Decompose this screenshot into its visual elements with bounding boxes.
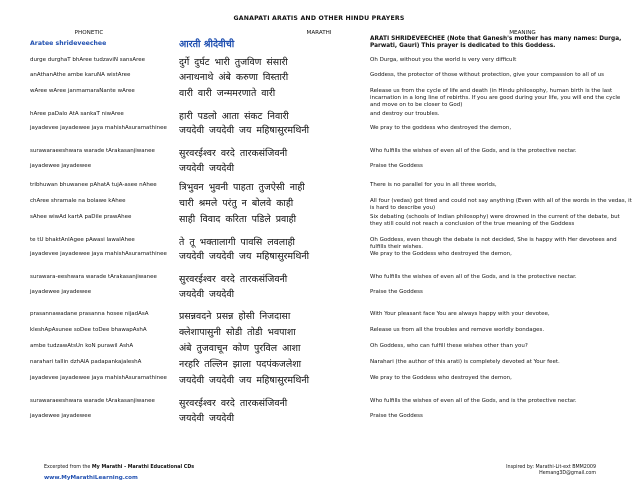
verse-marathi: ते तू भक्तालागी पावसि लवलाही — [179, 237, 295, 248]
verse-phonetic: narahari tallin dzhAlA padapankajaleshA — [30, 359, 142, 365]
verse-marathi: साही विवाद करिता पडिले प्रवाही — [179, 214, 297, 225]
verse-marathi: चारी श्रमले परंतु न बोलवे काही — [179, 198, 294, 209]
footer-excerpt — [44, 465, 194, 470]
verse-meaning: We pray to the Goddess who destroyed the demon, — [370, 375, 512, 381]
verse-marathi: हारी पडलो आता संकट निवारी — [179, 111, 289, 122]
verse-marathi: जयदेवी जयदेवी जय महिषासुरमथिनी — [179, 125, 310, 136]
verse-phonetic: prasannawadane prasanna hosee nijadAsA — [30, 311, 149, 317]
verse-meaning: Praise the Goddess — [370, 163, 423, 169]
verse-meaning: and destroy our troubles. — [370, 111, 440, 117]
verse-meaning: There is no parallel for you in all three worlds, — [370, 182, 497, 188]
verse-marathi: सुरवरईश्वर वरदे तारकसंजिवनी — [179, 148, 288, 159]
verse-marathi: वारी वारी जन्ममरणाते वारी — [179, 88, 276, 99]
verse-marathi: सुरवरईश्वर वरदे तारकसंजिवनी — [179, 398, 288, 409]
verse-marathi: जयदेवी जयदेवी — [179, 289, 235, 300]
footer-inspired-by: Inspired by: Marathi-Lit-ext BMM2009 — [506, 465, 596, 470]
verse-meaning: We pray to the Goddess who destroyed the demon, — [370, 251, 512, 257]
verse-marathi: त्रिभुवन भुवनी पाहता तुजऐसी नाही — [179, 182, 305, 193]
document-title: GANAPATI ARATIS AND OTHER HINDU PRAYERS — [233, 15, 405, 22]
verse-marathi: जयदेवी जयदेवी जय महिषासुरमथिनी — [179, 375, 310, 386]
verse-phonetic: jayadevee jayadewee jaya mahishAsuramathinee — [30, 375, 167, 381]
verse-phonetic: hAree paDalo AtA sankaT niwAree — [30, 111, 124, 117]
verse-meaning: All four (vedas) got tired and could not say anything (Even with all of the words in the vedas, it is hard to describe you) — [370, 198, 632, 211]
verse-meaning: Release us from the cycle of life and death (in Hindu philosophy, human birth is the last incarnation in a long line of rebirths. If you are good during your life, you will end the cycle and move on to be closer to God) — [370, 88, 621, 108]
verse-phonetic: surawaraeeshwara warade tArakasanjiwanee — [30, 398, 155, 404]
verse-phonetic: tribhuwan bhuwanee pAhatA tujA-asee nAhee — [30, 182, 157, 188]
verse-marathi: जयदेवी जयदेवी — [179, 413, 235, 424]
verse-meaning: Who fulfills the wishes of even all of the Gods, and is the protective nectar. — [370, 398, 577, 404]
verse-meaning: We pray to the goddess who destroyed the demon, — [370, 125, 512, 131]
verse-meaning: Oh Goddess, even though the debate is not decided, She is happy with Her devotees and fulfills their wishes. — [370, 237, 617, 250]
verse-meaning: Oh Durga, without you the world is very very difficult — [370, 57, 517, 63]
verse-phonetic: chAree shramale na bolawe kAhee — [30, 198, 126, 204]
verse-phonetic: jayadewee jayadewee — [30, 163, 92, 169]
header-phonetic: PHONETIC — [74, 30, 104, 36]
verse-marathi: जयदेवी जयदेवी जय महिषासुरमथिनी — [179, 251, 310, 262]
footer-website[interactable]: www.MyMarathiLearning.com — [44, 475, 138, 481]
verse-meaning: Goddess, the protector of those without protection, give your compassion to all of us — [370, 72, 604, 78]
verse-phonetic: kleshApAsunee soDee toDee bhawapAshA — [30, 327, 147, 333]
aratee-meaning: ARATI SHRIDEVEECHEE (Note that Ganesh's mother has many names: Durga, Parwati, Gauri) This prayer is dedicated to this Goddess. — [370, 36, 622, 50]
footer-excerpt-source: My Marathi - Marathi Educational CDs — [91, 465, 195, 470]
aratee-marathi: आरती श्रीदेवीची — [179, 39, 235, 50]
verse-phonetic: sAhee wiwAd kartA paDile prawAhee — [30, 214, 132, 220]
verse-marathi: सुरवरईश्वर वरदे तारकसंजिवनी — [179, 274, 288, 285]
verse-meaning: Praise the Goddess — [370, 289, 423, 295]
verse-phonetic: jayadevee jayadewee jaya mahishAsuramathinee — [30, 251, 167, 257]
verse-phonetic: durge durghaT bhAree tudzaviN sansAree — [30, 57, 146, 63]
verse-phonetic: surawara-eeshwara warade tArakasanjiwanee — [30, 274, 157, 280]
verse-phonetic: jayadevee jayadewee jaya mahishAsuramathinee — [30, 125, 167, 131]
header-meaning: MEANING — [509, 30, 536, 36]
verse-marathi: प्रसन्नवदने प्रसन्न होसी निजदासा — [179, 311, 291, 322]
verse-meaning: Narahari (the author of this arati) is completely devoted at Your feet. — [370, 359, 560, 365]
verse-phonetic: surawaraeeshwara warade tArakasanjiwanee — [30, 148, 155, 154]
verse-marathi: जयदेवी जयदेवी — [179, 163, 235, 174]
verse-meaning: Praise the Goddess — [370, 413, 423, 419]
verse-meaning: With Your pleasant face You are always happy with your devotee, — [370, 311, 550, 317]
footer-excerpt-prefix: Excerpted from the — [44, 465, 91, 470]
verse-marathi: क्लेशापासुनी सोडी तोडी भवपाशा — [179, 327, 296, 338]
footer-credits — [456, 465, 596, 478]
aratee-phonetic: Aratee shrideveechee — [30, 40, 107, 47]
header-marathi: MARATHI — [306, 30, 332, 36]
verse-meaning: Release us from all the troubles and remove worldly bondages. — [370, 327, 545, 333]
verse-meaning: Who fulfills the wishes of even all of the Gods, and is the protective nectar. — [370, 148, 577, 154]
verse-marathi: अनाथनाथे अंबे करुणा विस्तारी — [179, 72, 289, 83]
footer-author-email[interactable]: Hemang3D@gmail.com — [539, 471, 596, 477]
verse-phonetic: ambe tudzawAtsUn koN purawil AshA — [30, 343, 134, 349]
verse-marathi: दुर्गे दुर्घट भारी तुजविण संसारी — [179, 57, 288, 68]
verse-phonetic: wAree wAree janmamaraNante wAree — [30, 88, 135, 94]
verse-marathi: नरहरि तल्लिन झाला पदपंकजलेशा — [179, 359, 302, 370]
verse-marathi: अंबे तुजवाचून कोण पुरविल आशा — [179, 343, 301, 354]
verse-phonetic: jayadewee jayadewee — [30, 289, 92, 295]
verse-meaning: Who fulfills the wishes of even all of the Gods, and is the protective nectar. — [370, 274, 577, 280]
verse-phonetic: te tU bhaktAnlAgee pAwasi lawalAhee — [30, 237, 135, 243]
verse-meaning: Oh Goddess, who can fulfill these wishes other than you? — [370, 343, 528, 349]
verse-phonetic: jayadewee jayadewee — [30, 413, 92, 419]
verse-phonetic: anAthanAthe ambe karuNA wistAree — [30, 72, 131, 78]
verse-meaning: Six debating (schools of Indian philosophy) were drowned in the current of the debate, but they still could not reach a conclusion of the true meaning of the Goddess — [370, 214, 620, 227]
